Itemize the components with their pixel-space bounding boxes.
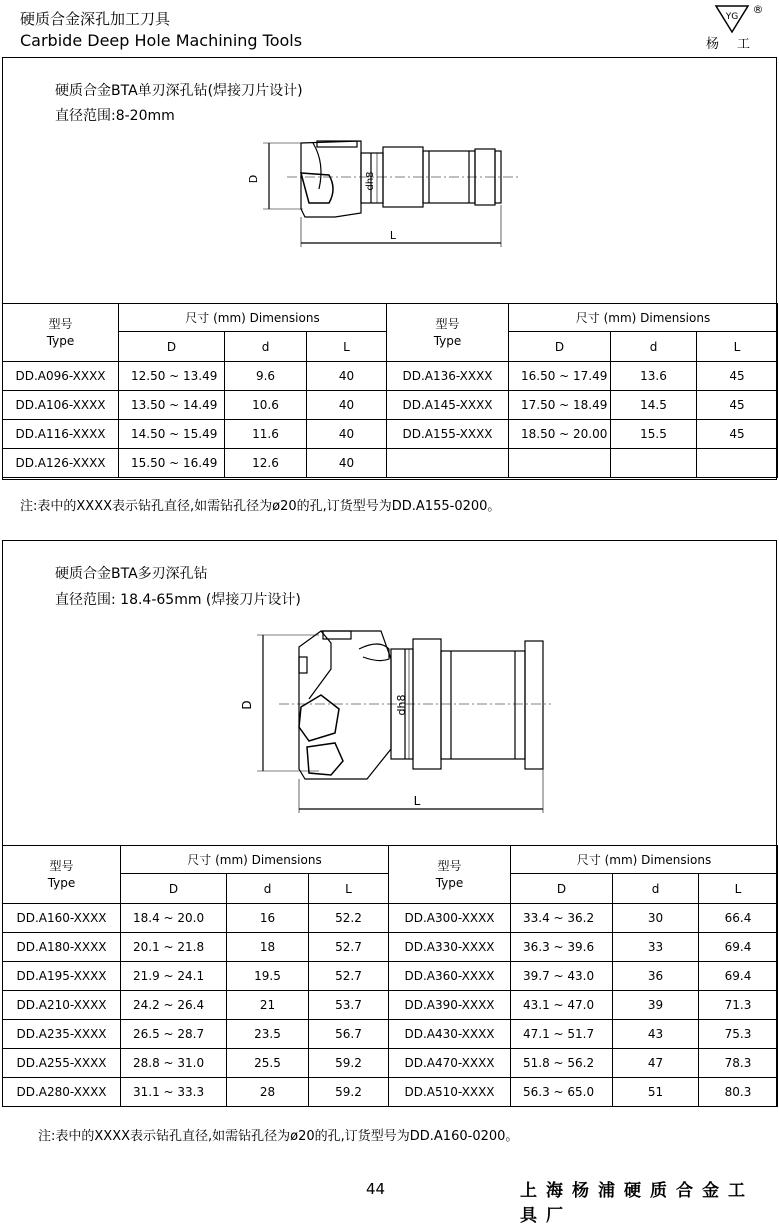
col-D-header: D bbox=[511, 874, 613, 904]
dimensions-header: 尺寸 (mm) Dimensions bbox=[119, 304, 387, 332]
col-L-header: L bbox=[697, 332, 778, 362]
table-row: DD.A235-XXXX 26.5 ~ 28.7 23.5 56.7 DD.A430-XXXX 47.1 ~ 51.7 43 75.3 bbox=[3, 1020, 778, 1049]
table-row: DD.A210-XXXX 24.2 ~ 26.4 21 53.7 DD.A390-XXXX 43.1 ~ 47.0 39 71.3 bbox=[3, 991, 778, 1020]
section2-title: 硬质合金BTA多刃深孔钻 bbox=[55, 566, 208, 582]
section2-range: 直径范围: 18.4-65mm (焊接刀片设计) bbox=[55, 592, 301, 608]
type-header: 型号 Type bbox=[3, 304, 119, 362]
table-row: DD.A255-XXXX 28.8 ~ 31.0 25.5 59.2 DD.A470-XXXX 51.8 ~ 56.2 47 78.3 bbox=[3, 1049, 778, 1078]
table-row: DD.A106-XXXX 13.50 ~ 14.49 10.6 40 DD.A145-XXXX 17.50 ~ 18.49 14.5 45 bbox=[3, 391, 778, 420]
logo-text: YG bbox=[725, 12, 739, 22]
header-title-cn: 硬质合金深孔加工刀具 bbox=[20, 10, 171, 28]
section1-table bbox=[2, 303, 778, 478]
col-L-header: L bbox=[309, 874, 389, 904]
section2-dim-L: L bbox=[413, 794, 421, 808]
col-L-header: L bbox=[699, 874, 778, 904]
table-row: DD.A280-XXXX 31.1 ~ 33.3 28 59.2 DD.A510-XXXX 56.3 ~ 65.0 51 80.3 bbox=[3, 1078, 778, 1107]
logo-cn-text: 杨工 bbox=[706, 37, 769, 52]
section1-dim-D: D bbox=[247, 174, 260, 184]
table-row: DD.A180-XXXX 20.1 ~ 21.8 18 52.7 DD.A330-XXXX 36.3 ~ 39.6 33 69.4 bbox=[3, 933, 778, 962]
table-row: DD.A160-XXXX 18.4 ~ 20.0 16 52.2 DD.A300-XXXX 33.4 ~ 36.2 30 66.4 bbox=[3, 904, 778, 933]
header-title-en: Carbide Deep Hole Machining Tools bbox=[20, 31, 303, 50]
dimensions-header: 尺寸 (mm) Dimensions bbox=[509, 304, 778, 332]
section2-panel bbox=[2, 540, 777, 1107]
table-row: DD.A195-XXXX 21.9 ~ 24.1 19.5 52.7 DD.A360-XXXX 39.7 ~ 43.0 36 69.4 bbox=[3, 962, 778, 991]
col-D-header: D bbox=[509, 332, 611, 362]
section2-note: 注:表中的XXXX表示钻孔直径,如需钻孔径为ø20的孔,订货型号为DD.A160-0200。 bbox=[38, 1129, 519, 1144]
section1-range: 直径范围:8-20mm bbox=[55, 108, 175, 124]
company-name: 上海杨浦硬质合金工具厂 bbox=[520, 1181, 754, 1226]
col-d-header: d bbox=[613, 874, 699, 904]
section1-dim-L: L bbox=[389, 229, 397, 242]
col-d-header: d bbox=[611, 332, 697, 362]
multi-flute-drill-drawing bbox=[239, 629, 559, 819]
type-header: 型号 Type bbox=[389, 846, 511, 904]
section2-table bbox=[2, 845, 778, 1107]
type-header: 型号 Type bbox=[3, 846, 121, 904]
section2-dim-d: dh8 bbox=[395, 694, 408, 716]
single-flute-drill-drawing bbox=[243, 133, 533, 253]
col-L-header: L bbox=[307, 332, 387, 362]
col-D-header: D bbox=[119, 332, 225, 362]
section1-dim-d: dh8 bbox=[365, 171, 376, 191]
section1-panel bbox=[2, 57, 777, 480]
table-row: DD.A116-XXXX 14.50 ~ 15.49 11.6 40 DD.A155-XXXX 18.50 ~ 20.00 15.5 45 bbox=[3, 420, 778, 449]
table-row: DD.A096-XXXX 12.50 ~ 13.49 9.6 40 DD.A136-XXXX 16.50 ~ 17.49 13.6 45 bbox=[3, 362, 778, 391]
dimensions-header: 尺寸 (mm) Dimensions bbox=[511, 846, 778, 874]
section2-dim-D: D bbox=[240, 700, 254, 710]
dimensions-header: 尺寸 (mm) Dimensions bbox=[121, 846, 389, 874]
col-d-header: d bbox=[227, 874, 309, 904]
page-number: 44 bbox=[366, 1180, 386, 1198]
type-header: 型号 Type bbox=[387, 304, 509, 362]
table-row: DD.A126-XXXX 15.50 ~ 16.49 12.6 40 bbox=[3, 449, 778, 478]
logo-registered-icon: ® bbox=[752, 3, 764, 16]
col-D-header: D bbox=[121, 874, 227, 904]
col-d-header: d bbox=[225, 332, 307, 362]
section1-title: 硬质合金BTA单刃深孔钻(焊接刀片设计) bbox=[55, 83, 303, 99]
section1-note: 注:表中的XXXX表示钻孔直径,如需钻孔径为ø20的孔,订货型号为DD.A155-0200。 bbox=[20, 499, 501, 514]
